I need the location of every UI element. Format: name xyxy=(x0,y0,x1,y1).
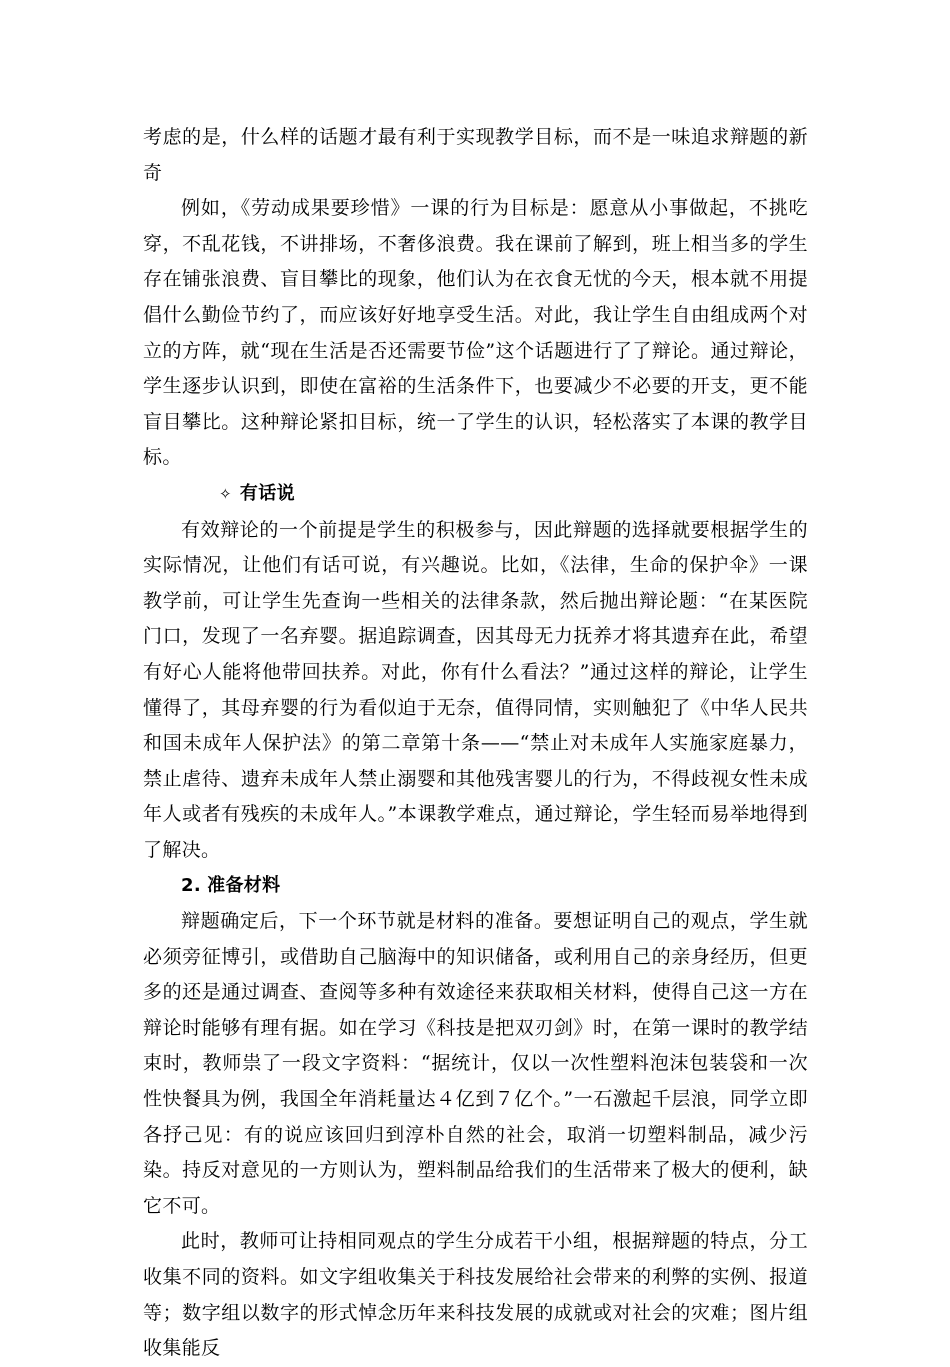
section-number: 2. xyxy=(181,875,202,897)
diamond-bullet-icon: ✧ xyxy=(219,484,232,503)
paragraph-effective-debate: 有效辩论的一个前提是学生的积极参与，因此辩题的选择就要根据学生的实际情况，让他们有话可说，有兴趣说。比如，《法律，生命的保护伞》一课教学前，可让学生先查询一些相关的法律条款，然后抛出辩论题：“在某医院门口，发现了一名弃婴。据追踪调查，因其母无力抚养才将其遗弃在此，希望有好心人能将他带回扶养。对此，你有什么看法？”通过这样的辩论，让学生懂得了，其母弃婴的行为看似迫于无奈，值得同情，实则触犯了《中华人民共和国未成年人保护法》的第二章第十条——“禁止对未成年人实施家庭暴力，禁止虐待、遗弃未成年人禁止溺婴和其他残害婴儿的行为，不得歧视女性未成年人或者有残疾的未成年人。”本课教学难点，通过辩论，学生轻而易举地得到了解决。 xyxy=(143,518,808,861)
paragraph-materials: 辩题确定后，下一个环节就是材料的准备。要想证明自己的观点，学生就必须旁征博引，或借助自己脑海中的知识储备，或利用自己的亲身经历，但更多的还是通过调查、查阅等多种有效途径来获取相关材料，使得自己这一方在辩论时能够有理有据。如在学习《科技是把双刃剑》时，在第一课时的教学结束时，教师祟了一段文字资料：“据统计，仅以一次性塑料泡沫包装袋和一次性快餐具为例，我国全年消耗量达４亿到７亿个。”一石激起千层浪，同学立即各抒己见：有的说应该回归到淳朴自然的社会，取消一切塑料制品，减少污染。持反对意见的一方则认为，塑料制品给我们的生活带来了极大的便利，缺它不可。 xyxy=(143,910,808,1217)
paragraph-continuation: 考虑的是，什么样的话题才最有利于实现教学目标，而不是一味追求辩题的新奇 xyxy=(143,126,808,184)
section-heading-prepare-materials xyxy=(143,868,808,904)
paragraph-groups: 此时，教师可让持相同观点的学生分成若干小组，根据辩题的特点，分工收集不同的资料。如文字组收集关于科技发展给社会带来的利弊的实例、报道等；数字组以数字的形式悼念历年来科技发展的成就或对社会的灾难；图片组收集能反 xyxy=(143,1230,808,1360)
paragraph-example-labor: 例如，《劳动成果要珍惜》一课的行为目标是：愿意从小事做起，不挑吃穿，不乱花钱，不讲排场，不奢侈浪费。我在课前了解到，班上相当多的学生存在铺张浪费、盲目攀比的现象，他们认为在衣食无忧的今天，根本就不用提倡什么勤俭节约了，而应该好好地享受生活。对此，我让学生自由组成两个对立的方阵，就“现在生活是否还需要节俭”这个话题进行了了辩论。通过辩论，学生逐步认识到，即使在富裕的生活条件下，也要减少不必要的开支，更不能盲目攀比。这种辩论紧扣目标，统一了学生的认识，轻松落实了本课的教学目标。 xyxy=(143,197,808,469)
section-heading-you-hua-shuo xyxy=(143,476,808,513)
section-heading-text: 准备材料 xyxy=(207,875,281,897)
section-heading-text: 有话说 xyxy=(239,482,295,504)
document-body xyxy=(143,120,808,1367)
